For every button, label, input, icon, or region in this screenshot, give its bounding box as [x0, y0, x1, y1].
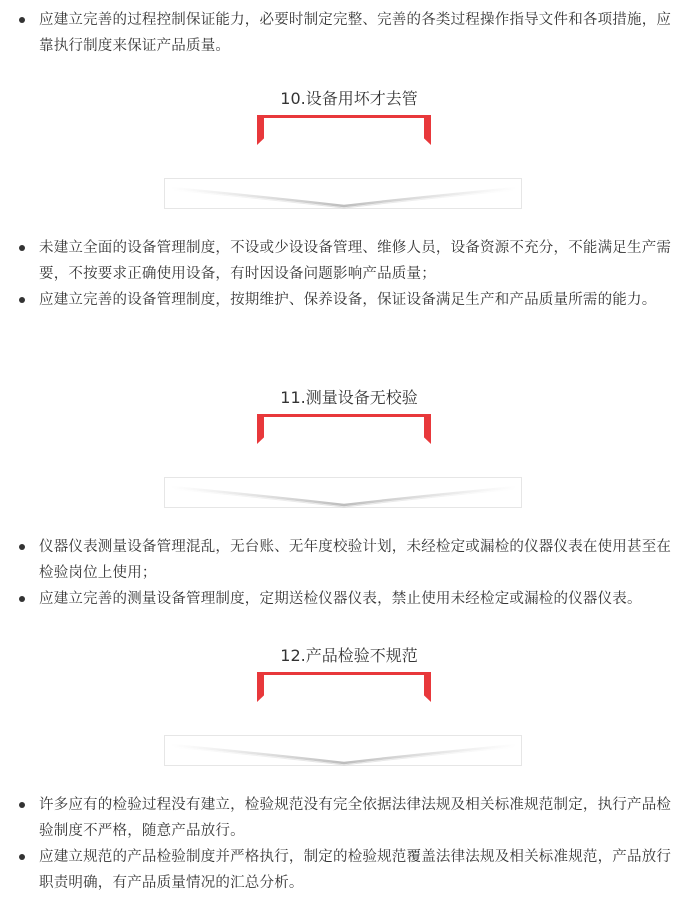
section-title-10 — [0, 87, 698, 143]
list-item-text: 应建立规范的产品检验制度并严格执行，制定的检验规范覆盖法律法规及相关标准规范，产品放行职责明确，有产品质量情况的汇总分析。 — [39, 849, 672, 891]
bullet-dot-icon — [19, 544, 25, 550]
list-item — [0, 7, 698, 59]
section-heading: 12.产品检验不规范 — [280, 646, 418, 665]
bullet-dot-icon — [19, 297, 25, 303]
intro-bullet-list — [0, 7, 698, 59]
section-title-12 — [0, 644, 698, 700]
list-item-text: 应建立完善的设备管理制度，按期维护、保养设备，保证设备满足生产和产品质量所需的能力。 — [39, 292, 657, 308]
bullet-dot-icon — [19, 596, 25, 602]
section-11-bullet-list — [0, 534, 698, 612]
list-item — [0, 586, 698, 612]
list-item — [0, 792, 698, 844]
title-bracket-icon — [257, 115, 431, 145]
list-item-text: 应建立完善的测量设备管理制度，定期送检仪器仪表，禁止使用未经检定或漏检的仪器仪表。 — [39, 591, 642, 607]
list-item-text: 未建立全面的设备管理制度，不设或少设设备管理、维修人员，设备资源不充分，不能满足生产需要，不按要求正确使用设备，有时因设备问题影响产品质量； — [39, 240, 672, 282]
bullet-dot-icon — [19, 17, 25, 23]
section-10-bullet-list — [0, 235, 698, 313]
bullet-dot-icon — [19, 245, 25, 251]
bullet-dot-icon — [19, 802, 25, 808]
list-item-text: 应建立完善的过程控制保证能力，必要时制定完整、完善的各类过程操作指导文件和各项措施，应靠执行制度来保证产品质量。 — [39, 12, 672, 54]
title-bracket-icon — [257, 414, 431, 444]
list-item — [0, 287, 698, 313]
list-item — [0, 235, 698, 287]
curved-divider — [164, 477, 522, 508]
list-item-text: 许多应有的检验过程没有建立，检验规范没有完全依据法律法规及相关标准规范制定，执行产品检验制度不严格，随意产品放行。 — [39, 797, 672, 839]
title-bracket-icon — [257, 672, 431, 702]
curved-divider — [164, 735, 522, 766]
section-heading: 11.测量设备无校验 — [280, 388, 418, 407]
list-item-text: 仪器仪表测量设备管理混乱，无台账、无年度校验计划，未经检定或漏检的仪器仪表在使用甚至在检验岗位上使用； — [39, 539, 672, 581]
list-item — [0, 844, 698, 896]
bullet-dot-icon — [19, 854, 25, 860]
list-item — [0, 534, 698, 586]
section-heading: 10.设备用坏才去管 — [280, 89, 418, 108]
section-12-bullet-list — [0, 792, 698, 896]
section-title-11 — [0, 386, 698, 442]
curved-divider — [164, 178, 522, 209]
